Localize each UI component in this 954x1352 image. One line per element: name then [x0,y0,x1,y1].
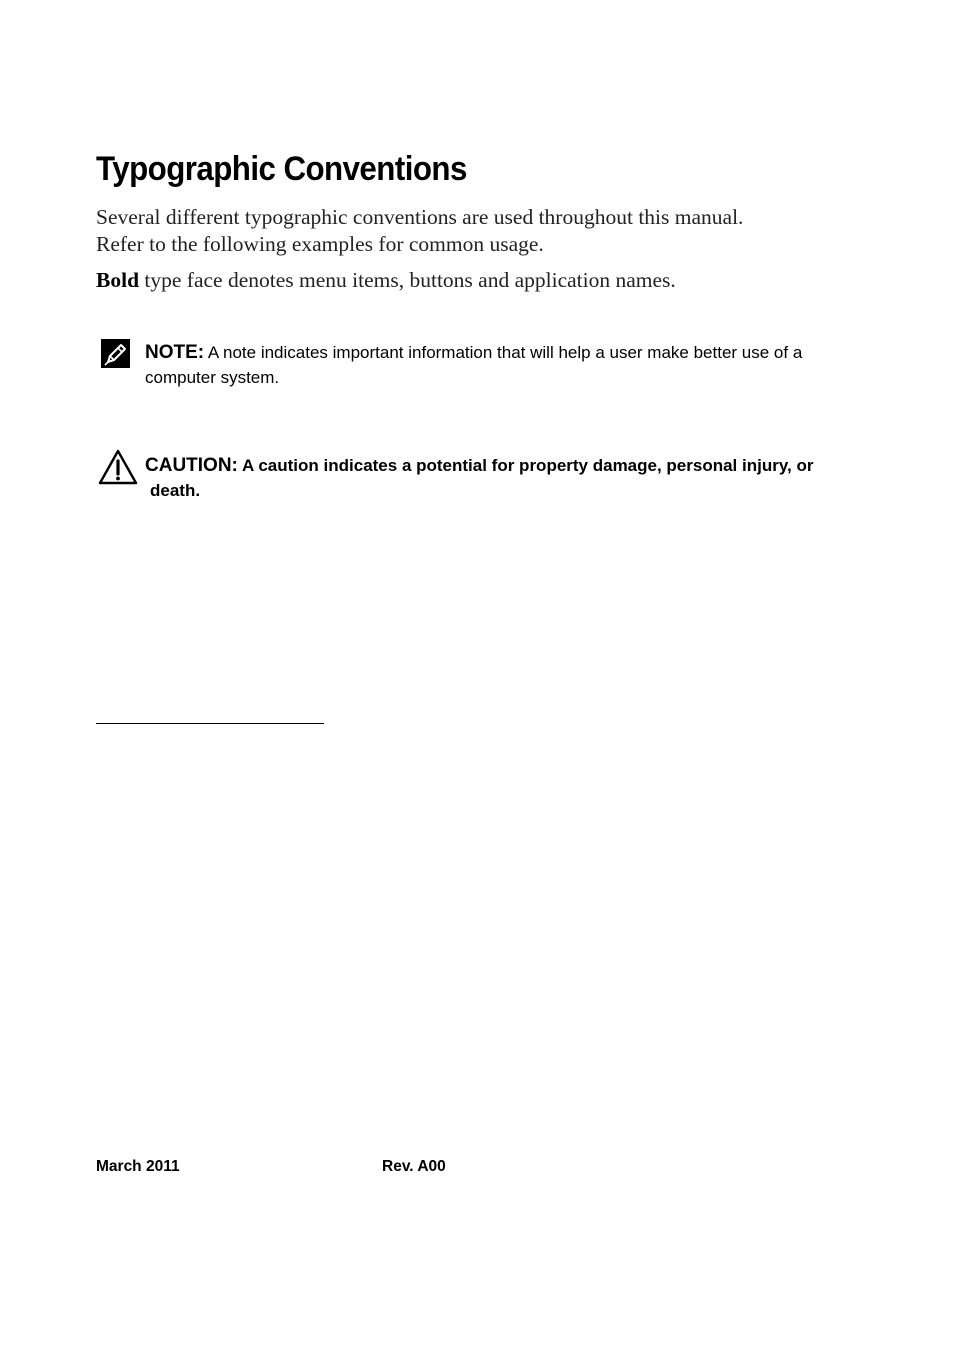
intro-line-1: Several different typographic conventions are used throughout this manual. [96,205,744,229]
caution-text-line-2: death. [150,481,201,500]
caution-block [145,453,845,503]
intro-line-2: Refer to the following examples for common usage. [96,232,544,256]
note-label: NOTE: [145,342,205,363]
note-block [145,340,835,390]
intro-paragraph [96,204,743,258]
note-text: A note indicates important information that will help a user make better use of a computer system. [145,343,803,387]
caution-text-line-1: A caution indicates a potential for property damage, personal injury, or [237,456,814,475]
footer-revision: Rev. A00 [382,1158,446,1175]
bold-convention-text: type face denotes menu items, buttons and application names. [139,268,676,292]
pencil-note-icon [101,339,130,368]
caution-label: CAUTION: [145,455,238,476]
page-title: Typographic Conventions [96,150,467,188]
footer-date: March 2011 [96,1158,180,1175]
bold-example-word: Bold [96,268,140,292]
warning-triangle-icon [98,449,138,485]
horizontal-rule [96,723,324,724]
bold-convention-paragraph [96,267,676,294]
